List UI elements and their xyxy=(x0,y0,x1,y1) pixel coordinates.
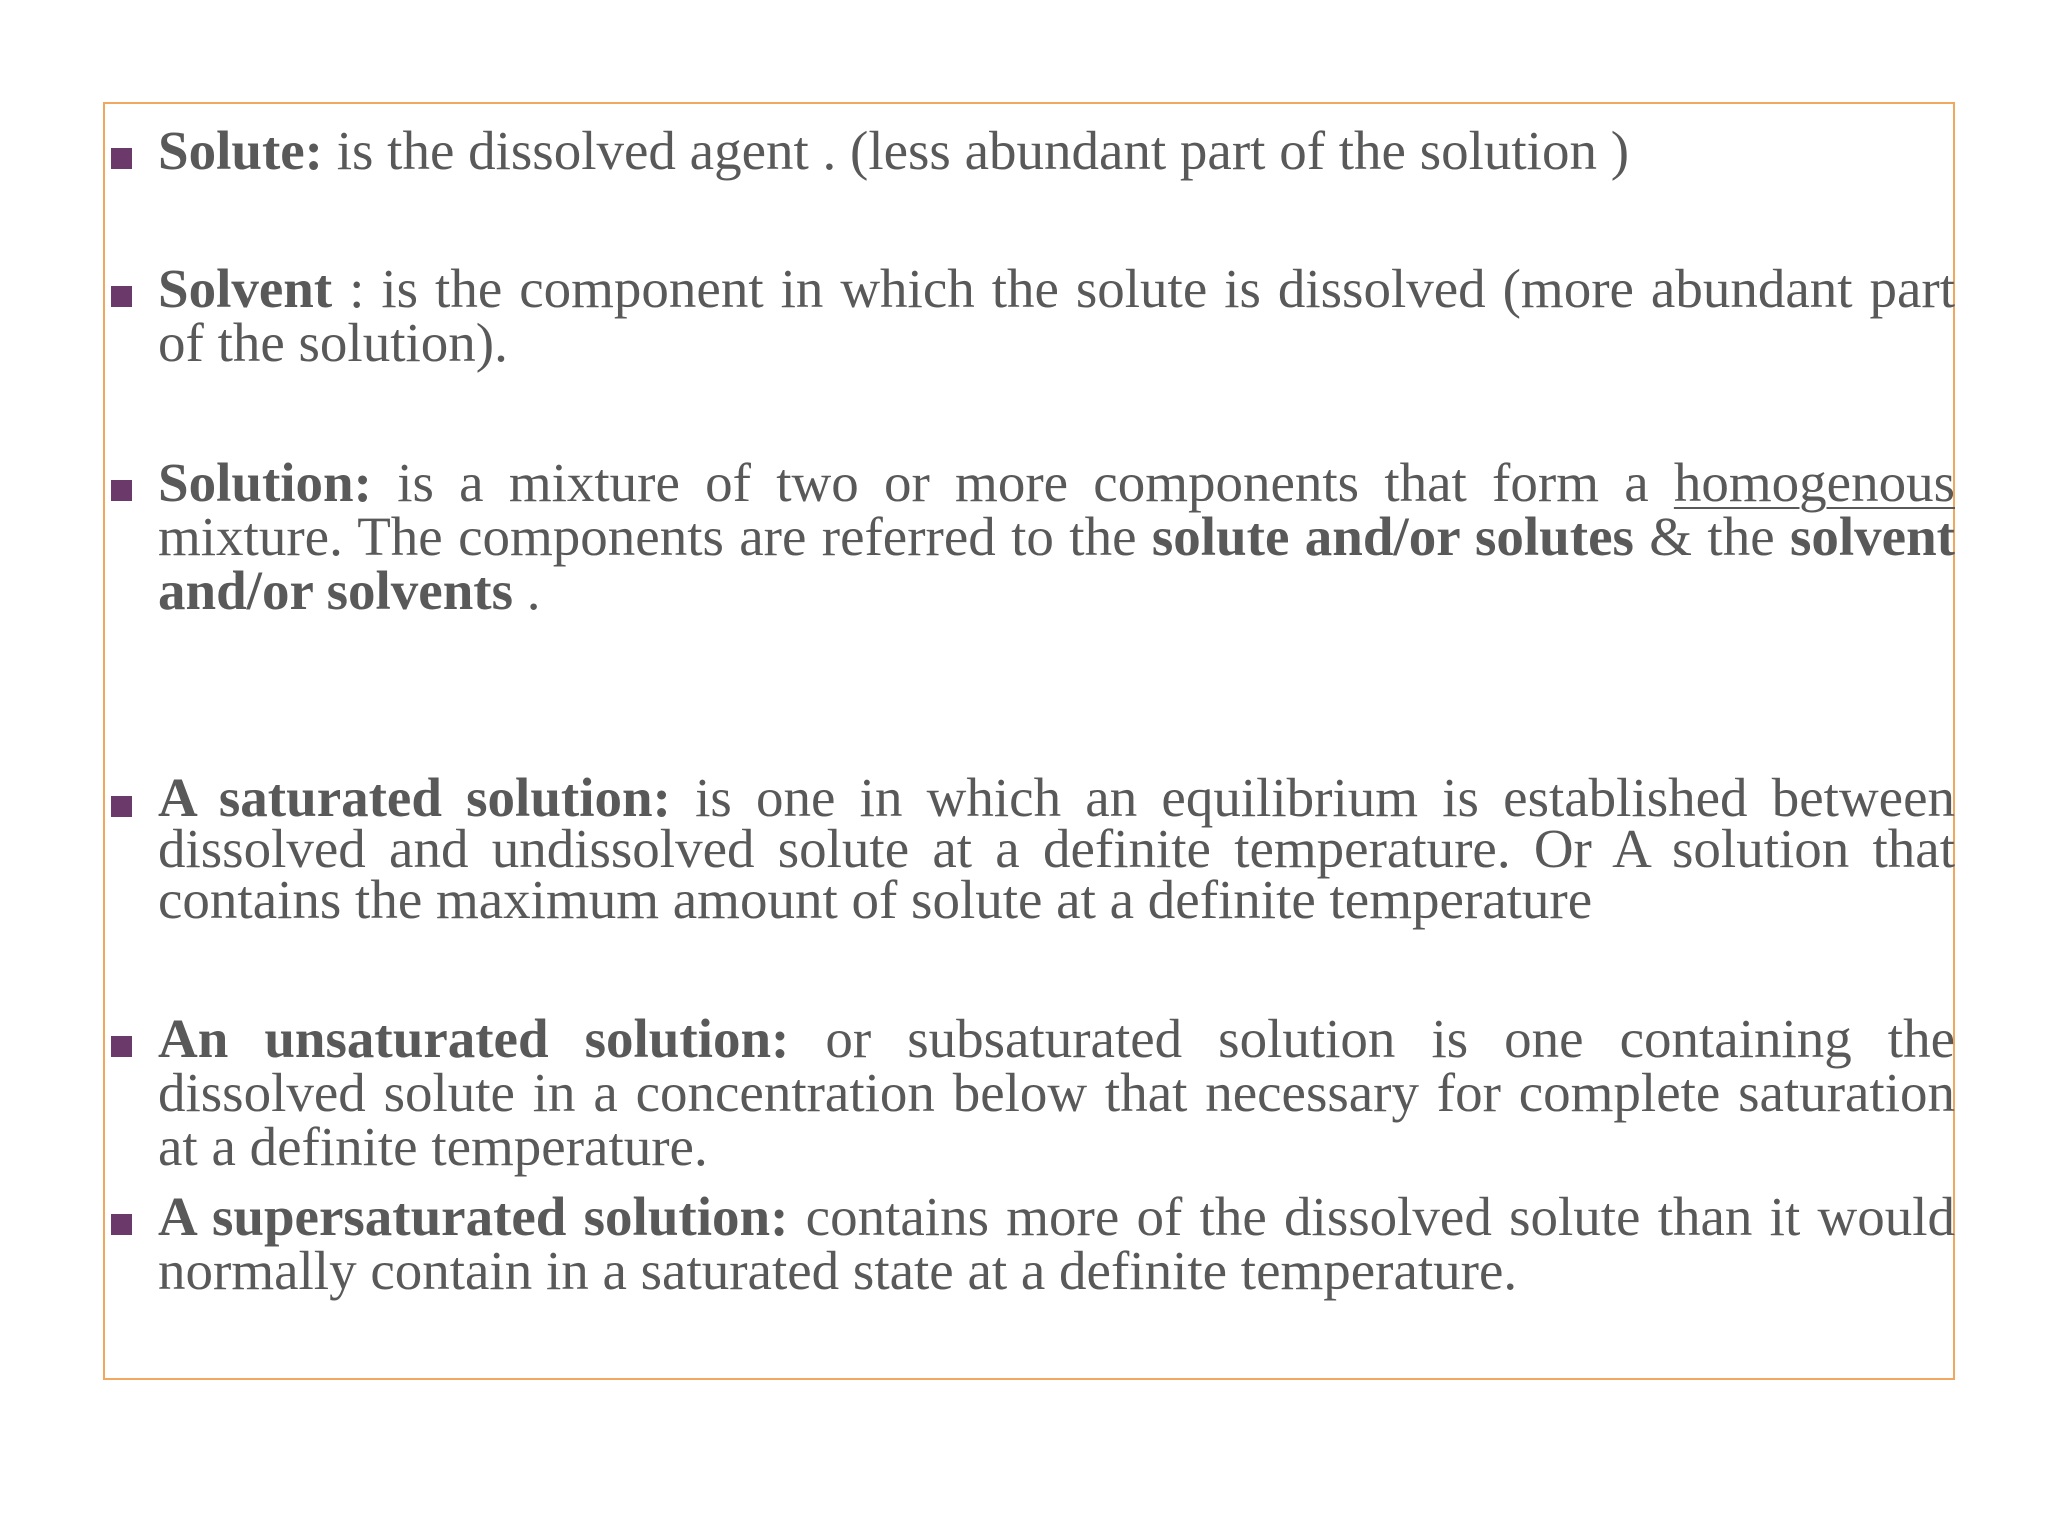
bullet-solution-text xyxy=(158,452,1955,621)
bullet-square-icon xyxy=(111,1036,132,1057)
definition-solution-part-b: mixture. The components are referred to the xyxy=(158,506,1152,567)
term-saturated: A saturated solution: xyxy=(158,767,671,828)
term-solution: Solution: xyxy=(158,452,372,513)
bold-solvents: solvent and/or solvents xyxy=(158,506,1955,621)
bullet-square-icon xyxy=(111,286,132,307)
bullet-square-icon xyxy=(111,796,132,817)
term-unsaturated: An unsaturated solution: xyxy=(158,1008,790,1069)
definition-saturated: is one in which an equilibrium is established between dissolved and undissolved solute at a definite temperature. Or A solution that contains the maximum amount of solute at a definite temperature xyxy=(158,767,1955,930)
definition-supersaturated: contains more of the dissolved solute than it would normally contain in a saturated state at a definite temperature. xyxy=(158,1186,1955,1301)
definition-solvent: : is the component in which the solute is dissolved (more abundant part of the solution). xyxy=(158,258,1955,373)
bullet-square-icon xyxy=(111,148,132,169)
term-supersaturated: A supersaturated solution: xyxy=(158,1186,789,1247)
term-solvent: Solvent xyxy=(158,258,333,319)
definition-solution-part-d: . xyxy=(513,560,541,621)
definition-solution-part-c: & the xyxy=(1633,506,1790,567)
definition-solute: is the dissolved agent . (less abundant part of the solution ) xyxy=(323,120,1630,181)
bullet-saturated-text xyxy=(158,767,1955,930)
definition-solution-part-a: is a mixture of two or more components that form a xyxy=(371,452,1674,513)
term-solute: Solute: xyxy=(158,120,323,181)
bullet-solute-text xyxy=(158,120,1955,181)
bullet-solvent-text xyxy=(158,258,1955,373)
bold-solutes: solute and/or solutes xyxy=(1151,506,1634,567)
bullet-supersaturated-text xyxy=(158,1186,1955,1301)
bullet-square-icon xyxy=(111,480,132,501)
underlined-homogenous: homogenous xyxy=(1673,452,1955,513)
bullet-square-icon xyxy=(111,1214,132,1235)
definition-unsaturated: or subsaturated solution is one containing the dissolved solute in a concentration below that necessary for complete saturation at a definite temperature. xyxy=(158,1008,1956,1177)
bullet-unsaturated-text xyxy=(158,1008,1956,1177)
